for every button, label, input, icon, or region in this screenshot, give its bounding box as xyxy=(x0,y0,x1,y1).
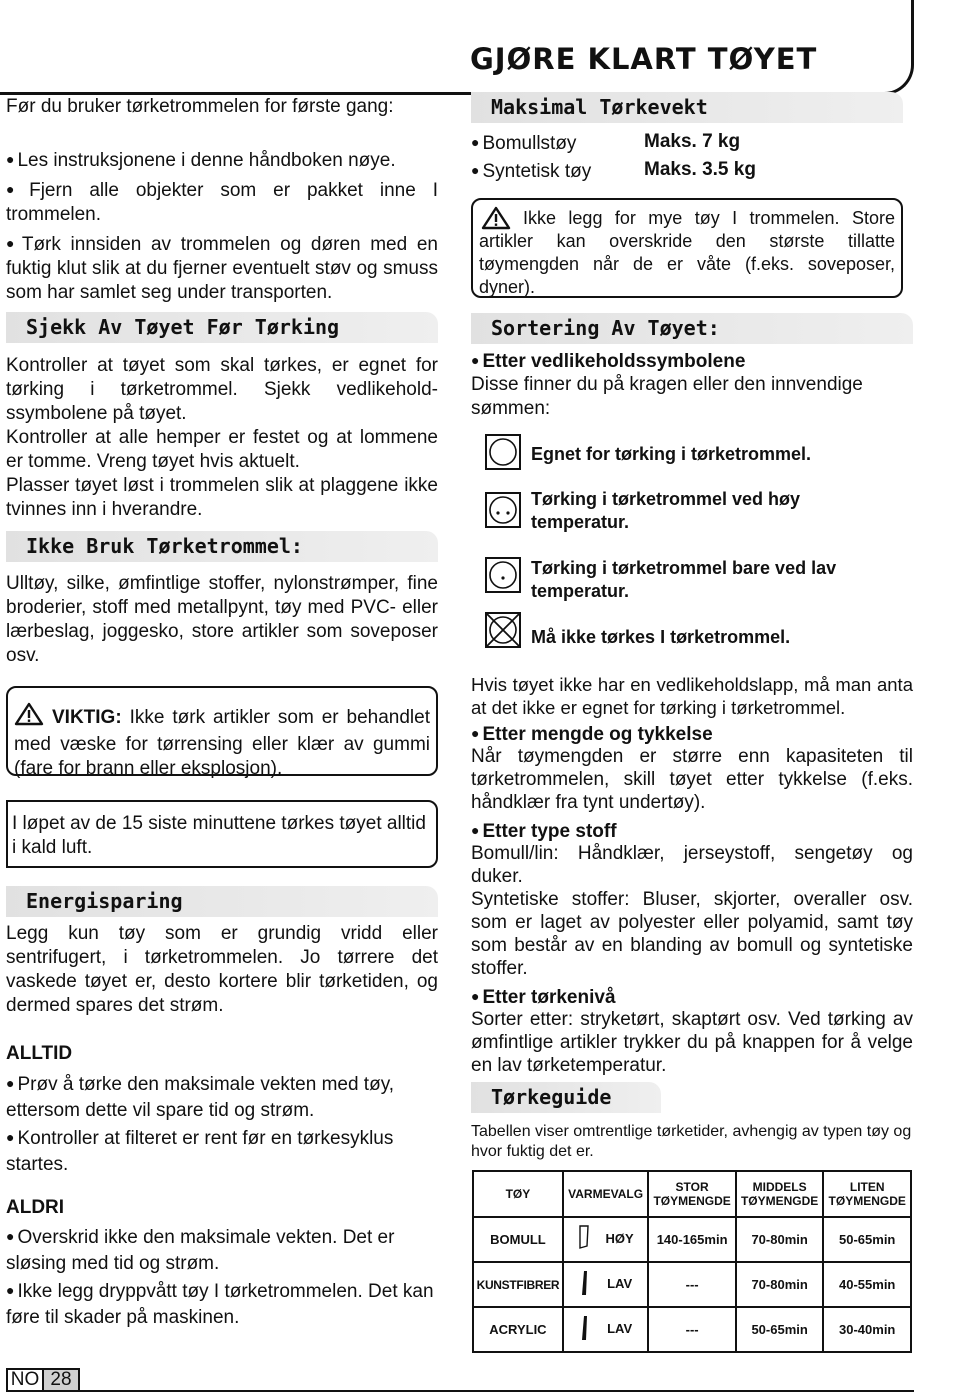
table-cell: ACRYLIC xyxy=(473,1307,563,1352)
warning-text xyxy=(14,702,430,781)
note-text: I løpet av de 15 siste minuttene tørkes tøyet alltid i kald luft. xyxy=(12,813,426,858)
intro-text: Før du bruker tørketrommelen for første gang: xyxy=(6,96,394,117)
table-cell: 70-80min xyxy=(736,1262,824,1307)
never-list xyxy=(6,1223,438,1331)
level-heading: ● Etter tørkenivå xyxy=(471,984,913,1010)
list-item: ● Prøv å tørke den maksimale vekten med tøy, ettersom dette vil spare tid og strøm. xyxy=(6,1070,438,1124)
drying-guide-table xyxy=(472,1170,912,1353)
guide-text: Tabellen viser omtrentlige tørketider, avhengig av typen tøy og hvor fuktig det er. xyxy=(471,1123,912,1160)
list-item: ● Tørk innsiden av trommelen og døren med en fuktig klut slik at du fjerner eventuelt støv og smuss som har samlet seg under transporten. xyxy=(6,231,438,305)
nouse-heading: Ikke Bruk Tørketrommel: xyxy=(6,531,438,562)
level-text: Sorter etter: stryketørt, skaptørt osv. Ved tørking av ømfintlige artikler trykker du på knappen for å velge en lav tørketemperatur. xyxy=(471,1009,913,1076)
note-box xyxy=(6,800,438,868)
weight-fabric: ● Syntetisk tøy xyxy=(471,161,591,182)
table-cell xyxy=(563,1262,648,1307)
table-header-row xyxy=(473,1171,911,1217)
weight-max: Maks. 3.5 kg xyxy=(644,159,756,180)
amount-heading: ● Etter mengde og tykkelse xyxy=(471,721,913,747)
list-item: ● Fjern alle objekter som er pakket inne I trommelen. xyxy=(6,177,438,227)
check-text xyxy=(6,354,438,522)
page-number: 28 xyxy=(44,1368,80,1392)
square-circle-one-dot-icon xyxy=(485,557,521,593)
nouse-text: Ulltøy, silke, ømfintlige stoffer, nylonstrømper, fine broderier, stoff med metallpynt, tøy med PVC- eller lærbeslag, joggesko, store artikler som soveposer osv. xyxy=(6,573,438,666)
paragraph: Kontroller at alle hemper er festet og at lommene er tomme. Vreng tøyet hvis aktuelt. xyxy=(6,427,438,472)
type-text-1: Bomull/lin: Håndklær, jerseystoff, sengetøy og duker. xyxy=(471,843,913,887)
maxweight-heading: Maksimal Tørkevekt xyxy=(471,92,903,123)
table-cell: --- xyxy=(648,1262,736,1307)
check-heading: Sjekk Av Tøyet Før Tørking xyxy=(6,312,438,343)
low-heat-icon xyxy=(579,1269,591,1300)
table-cell: BOMULL xyxy=(473,1217,563,1262)
energy-heading: Energisparing xyxy=(6,886,438,917)
table-cell: 50-65min xyxy=(736,1307,824,1352)
amount-text: Når tøymengden er større enn kapasiteten til tørketrommelen, skill tøyet etter tykkelse (f.eks. håndklær fra tynt undertøy). xyxy=(471,746,913,813)
table-header-cell: VARMEVALG xyxy=(563,1171,648,1217)
symbol-label: Tørking i tørketrommel ved høy temperatur. xyxy=(531,489,801,532)
heat-level: LAV xyxy=(607,1320,633,1336)
energy-text: Legg kun tøy som er grundig vridd eller sentrifugert, i tørketrommelen. Jo tørrere det vaskede tøyet er, desto kortere blir tørketiden, og dermed spares det strøm. xyxy=(6,923,438,1016)
paragraph: Plasser tøyet løst i trommelen slik at plaggene ikke tvinnes inn i hverandre. xyxy=(6,475,438,520)
paragraph: Kontroller at tøyet som skal tørkes, er egnet for tørking i tørketrommel. Sjekk vedlikehold-ssymbolene på tøyet. xyxy=(6,355,438,424)
table-cell: 50-65min xyxy=(823,1217,911,1262)
table-cell: 30-40min xyxy=(823,1307,911,1352)
table-cell: 40-55min xyxy=(823,1262,911,1307)
always-heading: ALLTID xyxy=(6,1043,73,1064)
table-cell: --- xyxy=(648,1307,736,1352)
table-cell: 70-80min xyxy=(736,1217,824,1262)
warning-body: Ikke tørk artikler som er behandlet med væske for tørrensing eller klær av gummi (fare for brann eller eksplosjon). xyxy=(14,707,430,779)
low-heat-icon xyxy=(579,1314,591,1345)
weight-fabric: ● Bomullstøy xyxy=(471,133,576,154)
type-text-2: Syntetiske stoffer: Bluser, skjorter, overaller osv. som er laget av polyester eller polyamid, samt tøy som består av en blanding av bomull og syntetiske stoffer. xyxy=(471,889,913,979)
list-item xyxy=(471,130,913,158)
table-cell: 140-165min xyxy=(648,1217,736,1262)
warning-box xyxy=(6,686,438,779)
heat-level: LAV xyxy=(607,1275,633,1291)
symbol-label: Tørking i tørketrommel bare ved lav temperatur. xyxy=(531,558,837,601)
table-header-cell: STOR TØYMENGDE xyxy=(648,1171,736,1217)
warning-icon xyxy=(14,702,44,733)
list-item: ● Les instruksjonene i denne håndboken nøye. xyxy=(6,147,438,173)
care-heading: ● Etter vedlikeholdssymbolene xyxy=(471,348,913,374)
table-header-cell: LITEN TØYMENGDE xyxy=(823,1171,911,1217)
list-item xyxy=(471,158,913,186)
type-heading: ● Etter type stoff xyxy=(471,818,913,844)
table-header-cell: TØY xyxy=(473,1171,563,1217)
list-item: ● Kontroller at filteret er rent før en tørkesyklus startes. xyxy=(6,1124,438,1178)
weight-max: Maks. 7 kg xyxy=(644,131,741,152)
never-heading: ALDRI xyxy=(6,1197,65,1218)
table-row xyxy=(473,1262,911,1307)
table-cell xyxy=(563,1307,648,1352)
table-cell: KUNSTFIBRER xyxy=(473,1262,563,1307)
footer-divider xyxy=(80,1390,914,1392)
high-heat-icon xyxy=(578,1224,590,1255)
always-list xyxy=(6,1070,438,1178)
symbol-label: Må ikke tørkes I tørketrommel. xyxy=(531,627,791,647)
weight-list xyxy=(471,130,913,186)
heat-level: HØY xyxy=(605,1230,634,1246)
weight-warning-text: Ikke legg for mye tøy I trommelen. Store artikler kan overskride den største tillatte tøymengden når de er våte (f.eks. soveposer, dyner). xyxy=(479,208,895,297)
square-circle-crossed-icon xyxy=(485,612,521,648)
page-title: GJØRE KLART TØYET xyxy=(470,42,818,76)
list-item: ● Overskrid ikke den maksimale vekten. Det er sløsing med tid og strøm. xyxy=(6,1223,438,1277)
weight-warning-box xyxy=(471,198,903,298)
square-circle-two-dots-icon xyxy=(485,492,521,528)
care-text: Disse finner du på kragen eller den innvendige sømmen: xyxy=(471,374,863,419)
intro-list xyxy=(6,147,438,305)
warning-label: VIKTIG: xyxy=(52,707,122,728)
table-row xyxy=(473,1307,911,1352)
footer-language: NO xyxy=(6,1368,44,1392)
list-item: ● Ikke legg dryppvått tøy I tørketrommelen. Det kan føre til skader på maskinen. xyxy=(6,1277,438,1331)
square-circle-icon xyxy=(485,434,521,470)
warning-icon xyxy=(481,206,511,235)
table-row xyxy=(473,1217,911,1262)
nolabel-text: Hvis tøyet ikke har en vedlikeholdslapp, må man anta at det ikke er egnet for tørking i tørketrommel. xyxy=(471,674,913,718)
symbol-label: Egnet for tørking i tørketrommel. xyxy=(531,444,812,464)
sort-heading: Sortering Av Tøyet: xyxy=(471,313,913,344)
guide-heading: Tørkeguide xyxy=(471,1082,661,1113)
table-header-cell: MIDDELS TØYMENGDE xyxy=(736,1171,824,1217)
table-cell xyxy=(563,1217,648,1262)
